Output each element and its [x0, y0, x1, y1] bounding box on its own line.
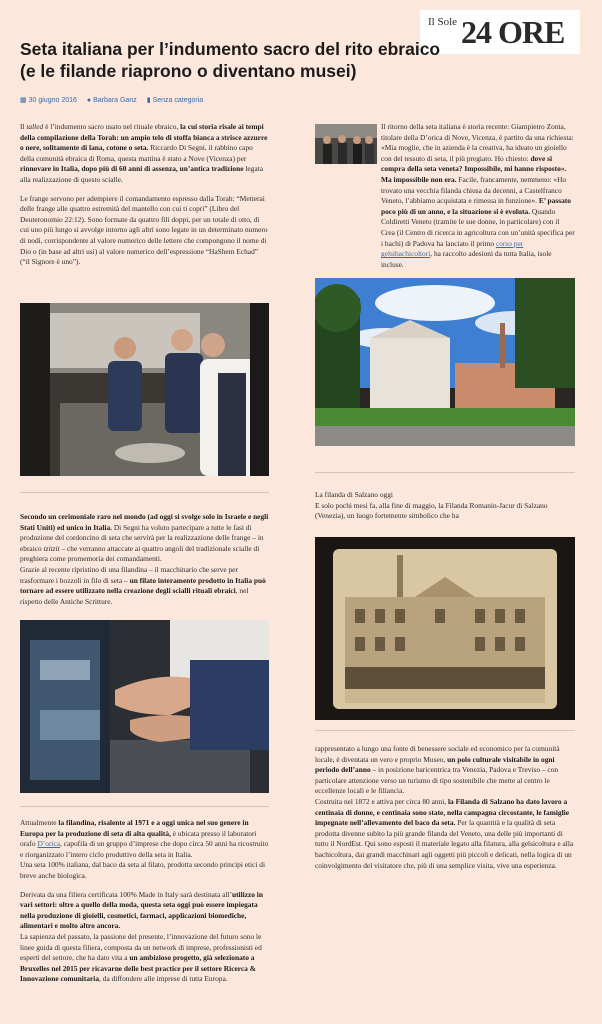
text-bold: rinnovare in Italia, dopo più di 60 anni di assenza, un’antica tradizione	[20, 164, 244, 174]
caption-title: La filanda di Salzano oggi	[315, 490, 393, 499]
article-category-wrap[interactable]	[147, 96, 203, 104]
left-text-block-1	[20, 122, 269, 302]
photo-villa-salzano	[315, 278, 575, 446]
text: Il ritorno della seta italiana è storia recente: Giampietro Zonta, titolare della D’orica di Nove, Vicenza, è partito da una richiesta: «Mia moglie, che in azienda è la creativa, ha ideato un gioiello con del tessuto di seta, il più pregiato. Ho chiesto:	[381, 122, 574, 163]
photo-thumbnail-group	[315, 124, 377, 164]
right-text-block-2	[315, 744, 575, 914]
photo-caption-block	[315, 490, 575, 530]
text: Per la quantità e la qualità di seta prodotta divenne subito la più grande filanda del Veneto, una delle più importanti di tutto il NordEst. Qui sono esposti il materiale legato alla filatura, alla gelsicoltura e alla bachicoltura, dai grandi macchinari agli oggetti più piccoli e delicati, nella logica di un coinvolgimento del visitatore che, più di una semplice visita, vive una esperienza.	[315, 818, 574, 870]
text: , capofila di un gruppo d’imprese che dopo circa 50 anni ha ricostruito e riorganizzato l’intero ciclo produttivo della seta in Italia.	[20, 839, 269, 859]
text-bold: un polo culturale visitabile in ogni periodo dell’anno	[315, 754, 555, 775]
text: è l’indumento sacro usato nel rituale ebraico,	[43, 122, 181, 131]
left-paragraph-4	[20, 818, 269, 882]
text: Attualmente	[20, 818, 59, 827]
text: è ubicata presso il laboratori orafo	[20, 828, 257, 849]
text: rappresentato a lungo una fonte di benessere sociale ed economico per la comunità locale, è diventata un vero e proprio Museo,	[315, 744, 560, 764]
text-bold: dove si compra della seta veneta? Impossibile, mi hanno risposto». Ma impossibile non era.	[381, 153, 567, 184]
text: Facile, francamente, nemmeno: «Ho trovato una vecchia filanda chiusa da decenni, a Castelfranco Veneto, l’abbiamo acquistata e rimessa in funzione».	[381, 174, 567, 206]
text: – in posizione baricentrica tra Venezia, Padova e Treviso – con particolare attenzione verso un turismo di tipo sostenibile che mette al centro le eccellenze locali e le filiancia.	[315, 765, 559, 796]
text-italic: tzitzit	[43, 543, 60, 553]
text: Il	[20, 122, 27, 131]
text: Di Segni ha voluto partecipare a tutte le fasi di produzione del cordoncino di seta che servirà per la realizzazione delle frange – in ebraico	[20, 522, 264, 553]
user-icon: ●	[86, 96, 92, 104]
right-text-block-1	[381, 122, 575, 272]
left-divider	[20, 492, 269, 493]
left-paragraph-3	[20, 512, 269, 607]
article-category: Senza categoria	[152, 97, 204, 104]
text-bold: la cui storia risale ai tempi della compilazione della Torah: un ampio telo di stoffa bianca a strisce azzurre o nere, solitamente di lana, cotone o seta.	[20, 122, 268, 153]
text: Una seta 100% italiana, dal baco da seta al filato, prodotta secondo principi etici di breve anche biologica.	[20, 860, 266, 880]
left-divider-2	[20, 806, 269, 807]
caption-text: E solo pochi mesi fa, alla fine di maggio, la Filanda Romanin-Jacur di Salzano (Venezia), un luogo fortemente simbolico che ha	[315, 500, 548, 521]
text: Grazie al recente ripristino di una filandina – il macchinario che serve per trasformare i bozzoli in filo di seta –	[20, 564, 238, 585]
left-paragraph-5	[20, 890, 269, 985]
article-date-wrap[interactable]	[20, 96, 77, 104]
text-bold: E’ passato poco più di un anno, e la situazione si è evoluta.	[381, 196, 571, 216]
right-divider-2	[315, 730, 575, 731]
logo-small-text: Il Sole	[428, 16, 458, 28]
right-divider	[315, 472, 575, 473]
text: Quando Coldiretti Veneto (tramite le sue donne, in particolare) con il Crea (il Centro di ricerca in agricoltura con un’unità specifica per i bachi) di Padova ha lanciato il primo	[381, 206, 575, 248]
text: , da diffondere alle imprese di tutta Europa.	[99, 974, 228, 984]
text: Costruita nel 1872 e attiva per circa 80 anni,	[315, 796, 448, 806]
logo-big-text: 24 ORE	[461, 14, 565, 50]
left-paragraph-2: Le frange servono per adempiere il comandamento espresso dalla Torah: “Metterai delle frange alle quattro estremità del mantello con cui ti copri” (Libro del Deuteronomio 22:12). Sono formate da quattro fili doppi, per un totale di otto, di cui uno più lungo si avvolge intorno agli altri sono legate in un determinato numero di nodi, corrispondente al valore numerico delle lettere che compongono il nome di Dio o (in base ad altri usi) al valore numerico dell’espressione “HaShem Echad” (“il Signore è uno”).	[20, 193, 268, 267]
photo-historical-filanda	[315, 537, 575, 720]
article-title: Seta italiana per l’indumento sacro del rito ebraico (e le filande riaprono o diventano musei)	[20, 39, 441, 81]
article-meta	[20, 96, 203, 104]
text-italic: talled	[26, 122, 44, 131]
text: – che verranno attaccate ai quattro angoli del tradizionale scialle di preghiera come promemoria dei comandamenti.	[20, 543, 260, 564]
article-author: Barbara Ganz	[93, 96, 137, 104]
text: , ha raccolto adesioni da tutta Italia, isole incluse.	[381, 249, 552, 269]
dorica-link[interactable]: D’orica	[37, 839, 61, 849]
article-date: 30 giugno 2016	[28, 97, 77, 104]
text-bold: Secondo un cerimoniale raro nel mondo (ad oggi si svolge solo in Israele e negli Stati Uniti) ed unico in Italia.	[20, 512, 269, 532]
bookmark-icon: ▮	[146, 97, 151, 104]
photo-hands-at-machine	[20, 620, 269, 793]
corso-gelsibachicoltori-link[interactable]: corso per gelsibachicoltori	[381, 238, 524, 259]
calendar-icon: ▦	[20, 97, 27, 104]
left-text-block-3	[20, 818, 269, 1014]
article-author-wrap[interactable]	[87, 97, 137, 104]
text: Derivata da una filiera certificata 100% Made in Italy sarà destinata all’	[20, 889, 232, 899]
photo-rabbi-at-filandina	[20, 303, 269, 476]
text: legata alla realizzazione di questo scialle.	[20, 164, 263, 184]
text: La sapienza del passato, la passione del presente, l’innovazione del futuro sono le linee guida di questa filiera, composta da un network di imprese, professionisti ed esperti del settore, che ha dato vita a	[20, 931, 262, 963]
left-text-block-2	[20, 512, 269, 618]
text-bold: la Filanda di Salzano ha dato lavoro a centinaia di donne, e centinaia sono state, nella campagna circostante, le famiglie impegnate nell’allevamento del baco da seta.	[315, 796, 570, 828]
text-bold: utilizzo in vari settori: oltre a quello della moda, questa seta oggi può essere impiegata nella produzione di gioielli, cosmetici, farmaci, applicazioni biomediche, alimentari e molto altro ancora.	[20, 889, 263, 931]
right-paragraph-2	[315, 744, 575, 871]
left-paragraph-1	[20, 122, 269, 186]
right-paragraph-1	[381, 122, 575, 270]
text-bold: la filandina, risalente al 1971 e a oggi unica nel suo genere in Europa per la produzione di seta di alta qualità,	[20, 818, 249, 838]
text-bold: un ambizioso progetto, già selezionato a Bruxelles nel 2015 per ricavarne delle best practice per il settore Ricerca & Innovazione comunitaria	[20, 953, 256, 984]
text: Riccardo Di Segni, il rabbino capo della comunità ebraica di Roma, questa mattina è stato a Nove (Vicenza) per	[20, 143, 253, 163]
text: , nel rispetto delle Antiche Scritture.	[20, 586, 249, 606]
text-bold: un filato interamente prodotto in Italia può tornare ad essere utilizzato nella creazione degli scialli rituali ebraici	[20, 575, 266, 596]
